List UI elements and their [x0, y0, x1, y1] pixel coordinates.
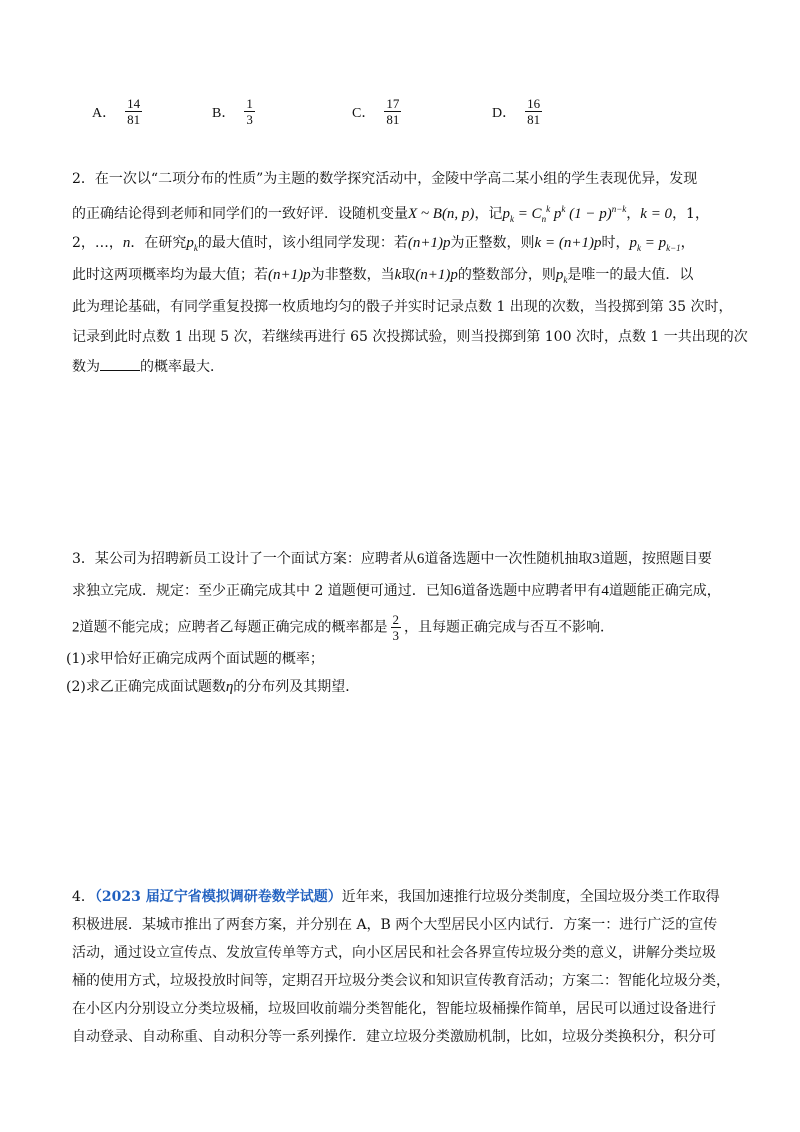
q2-text: 此时这两项概率均为最大值；若	[72, 267, 268, 283]
choice-label: B．	[212, 105, 236, 121]
math-expression: k	[394, 267, 402, 283]
answer-choice-c[interactable]	[352, 96, 404, 127]
q2-text: 2．在一次以“二项分布的性质”为主题的数学探究活动中，金陵中学高二某小组的学生表现优异，发现	[72, 171, 698, 187]
q3-part-2: (2)求乙正确完成面试题数η的分布列及其期望．	[66, 679, 360, 695]
q2-text: 取	[401, 267, 416, 283]
math-expression: $p_k = C_n^k$ $p^k$ $(1 - p)^{n-k}$	[502, 204, 627, 224]
q2-text: ，1，	[672, 206, 709, 222]
math-expression: $p_k = p_{k-1}$	[629, 235, 681, 253]
q2-line-2	[72, 198, 709, 230]
q2-text: ，	[626, 206, 641, 222]
q2-text: 数为	[72, 359, 100, 375]
q2-line-7	[72, 356, 224, 378]
answer-choice-a[interactable]	[92, 96, 145, 127]
fraction: $\frac{17}{81}$	[386, 96, 400, 127]
q2-line-1	[72, 168, 697, 190]
q2-line-4	[72, 264, 693, 291]
fraction: $\frac{14}{81}$	[127, 96, 141, 127]
math-expression: $p_k$	[186, 235, 198, 253]
math-expression: (n+1)p	[268, 267, 311, 283]
q2-text: 的最大值时，该小组同学发现：若	[197, 235, 408, 251]
q2-line-5	[72, 296, 733, 318]
q2-text: 记录到此时点数 1 出现 5 次，若继续再进行 65 次投掷试验，则当投掷到第 100 次时，点数 1 一共出现的次	[72, 329, 748, 345]
q4-line-4: 桶的使用方式，垃圾投放时间等，定期召开垃圾分类会议和知识宣传教育活动；方案二：智能化垃圾分类，	[72, 973, 730, 989]
q2-text: 此为理论基础，有同学重复投掷一枚质地均匀的骰子并实时记录点数 1 出现的次数，当投掷到第 35 次时，	[72, 299, 733, 315]
q4-line-1: 4．（2023 届辽宁省模拟调研卷数学试题）近年来，我国加速推行垃圾分类制度，全国垃圾分类工作取得	[72, 889, 720, 905]
choice-label: C．	[352, 105, 376, 121]
q2-text: ，记	[474, 206, 503, 222]
fraction: $\frac{16}{81}$	[527, 96, 541, 127]
math-expression: k = (n+1)p	[534, 235, 602, 251]
q2-text: 为正整数，则	[450, 235, 535, 251]
q3-line-3: 2道题不能完成；应聘者乙每题正确完成的概率都是 $\frac{2}{3}$ ，且每题正确完成与否互不影响．	[72, 612, 614, 643]
q2-text: 为非整数，当	[310, 267, 395, 283]
q4-line-3: 活动，通过设立宣传点、发放宣传单等方式，向小区居民和社会各界宣传垃圾分类的意义，讲解分类垃圾	[72, 945, 716, 961]
math-expression: (n+1)p	[407, 235, 451, 251]
q4-line-2: 积极进展．某城市推出了两套方案，并分别在 A，B 两个大型居民小区内试行．方案一：进行广泛的宣传	[72, 917, 718, 933]
q4-line-6: 自动登录、自动称重、自动积分等一系列操作．建立垃圾分类激励机制，比如，垃圾分类换积分，积分可	[72, 1029, 716, 1045]
q3-line-1: 3．某公司为招聘新员工设计了一个面试方案：应聘者从6道备选题中一次性随机抽取3道题，按照题目要	[72, 551, 712, 567]
q2-text: 2，…，	[72, 235, 123, 251]
answer-choice-b[interactable]	[212, 96, 258, 127]
q2-text: 是唯一的最大值．以	[567, 267, 694, 283]
q2-text: 的整数部分，则	[457, 267, 556, 283]
choice-label: A．	[92, 105, 117, 121]
math-expression: (n+1)p	[415, 267, 458, 283]
q2-line-6	[72, 326, 748, 348]
q2-line-3: 2，…，n．在研究$p_k$的最大值时，该小组同学发现：若(n+1)p为正整数，则k = (n+1)p时，$p_k = p_{k-1}$，	[72, 235, 695, 253]
math-expression: n	[122, 235, 131, 251]
answer-blank[interactable]	[100, 356, 140, 371]
math-expression: k = 0	[640, 206, 673, 222]
q3-part-1: (1)求甲恰好正确完成两个面试题的概率；	[66, 651, 324, 667]
q2-text: 的正确结论得到老师和同学们的一致好评．设随机变量	[72, 206, 408, 222]
fraction: $\frac{2}{3}$	[392, 612, 399, 643]
q4-line-5: 在小区内分别设立分类垃圾桶，垃圾回收前端分类智能化，智能垃圾桶操作简单，居民可以通过设备进行	[72, 1001, 716, 1017]
q3-line-2: 求独立完成．规定：至少正确完成其中 2 道题便可通过．已知6道备选题中应聘者甲有4道题能正确完成，	[72, 583, 721, 599]
q2-text: 的概率最大．	[140, 359, 224, 375]
math-expression: X ~ B(n, p)	[408, 206, 475, 222]
math-expression: $p_k$	[555, 267, 568, 285]
q2-text: 时，	[601, 235, 630, 251]
question-source-link[interactable]: （2023 届辽宁省模拟调研卷数学试题）	[94, 889, 342, 905]
fraction: $\frac{1}{3}$	[246, 96, 253, 127]
q2-text: ．在研究	[130, 235, 187, 251]
choice-label: D．	[492, 105, 517, 121]
answer-choice-d[interactable]	[492, 96, 545, 127]
